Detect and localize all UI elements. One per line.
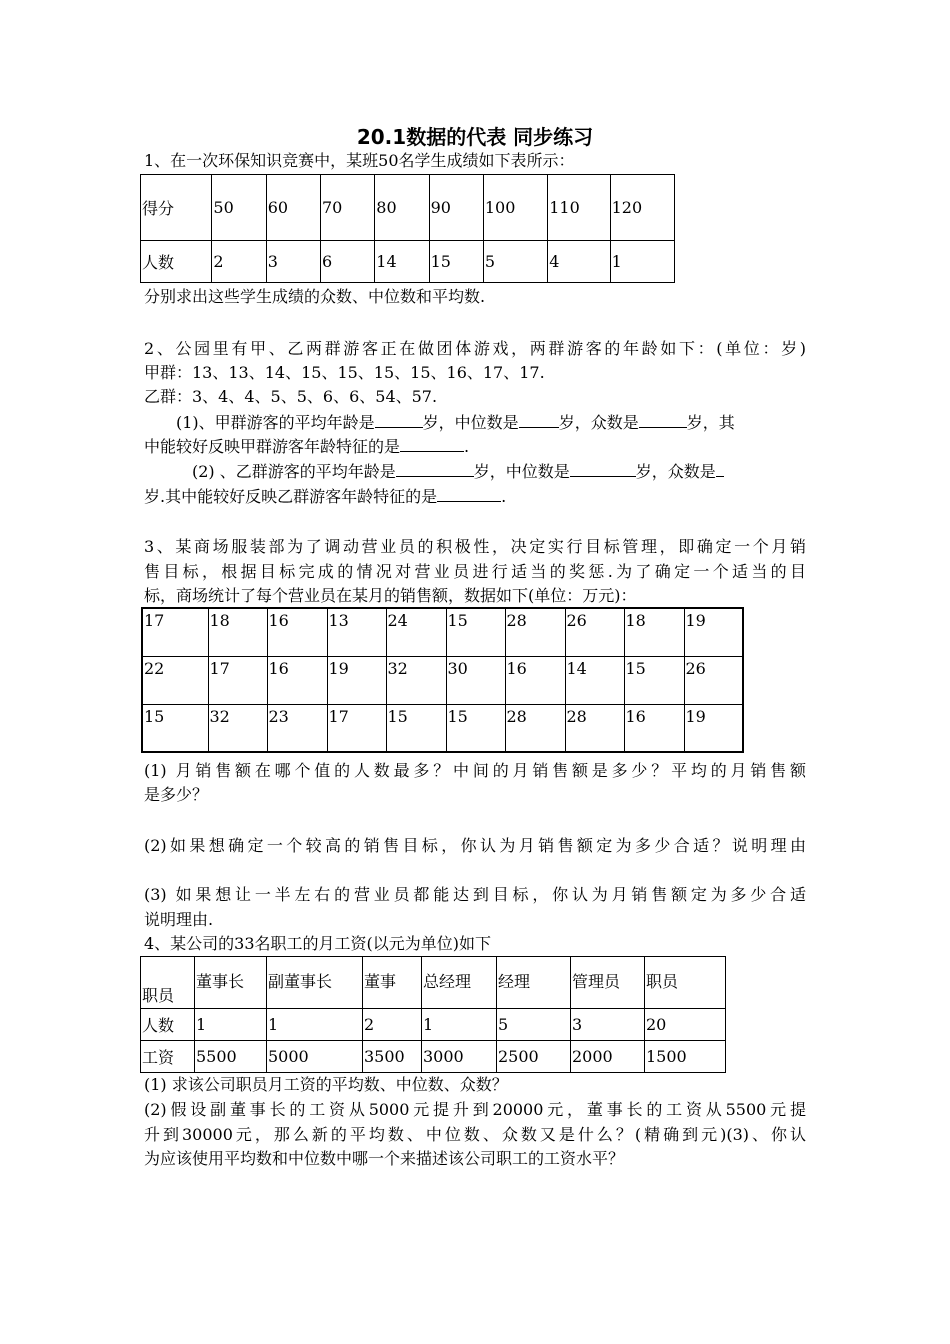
q4-header-row [141,957,726,1009]
table-cell: 1 [610,241,674,283]
q2-part1-line2 [144,435,469,458]
table-cell: 3000 [422,1041,497,1073]
q4-wage-row [141,1041,726,1073]
table-cell: 1500 [645,1041,726,1073]
table-cell: 18 [624,608,684,656]
table-cell: 28 [505,704,565,752]
answer-blank[interactable] [519,411,559,428]
table-cell: 80 [375,175,429,241]
table-header-cell: 职员 [645,957,726,1009]
table-cell: 5500 [195,1041,267,1073]
table-row [142,608,743,656]
table-cell: 2 [212,241,266,283]
table-cell: 70 [320,175,374,241]
q3-line2: 售目标，根据目标完成的情况对营业员进行适当的奖惩.为了确定一个适当的目 [144,562,806,581]
q4-sub2-line1: (2)假设副董事长的工资从5000元提升到20000元，董事长的工资从5500元提 [144,1100,806,1119]
table-cell: 工资 [141,1041,195,1073]
table-cell: 6 [320,241,374,283]
table-cell: 17 [142,608,208,656]
q2-part1-text-a: (1)、甲群游客的平均年龄是 [176,413,375,432]
q2-part2-text-c: 岁，众数是 [635,462,716,481]
table-cell: 19 [684,704,743,752]
table-cell: 120 [610,175,674,241]
answer-blank[interactable] [437,485,501,502]
table-cell: 18 [208,608,267,656]
table-cell: 16 [624,704,684,752]
table-cell: 16 [267,656,327,704]
q2-part1-text-b: 岁，中位数是 [422,413,519,432]
table-cell: 3 [266,241,320,283]
table-header-cell: 职员 [141,957,195,1009]
q4-sub2-line3: 为应该使用平均数和中位数中哪一个来描述该公司职工的工资水平？ [144,1149,625,1168]
q1-intro: 1、在一次环保知识竞赛中，某班50名学生成绩如下表所示： [144,151,575,170]
table-cell: 17 [208,656,267,704]
q2-part2-line1 [192,460,724,483]
table-cell: 15 [142,704,208,752]
table-header-cell: 经理 [497,957,571,1009]
table-cell: 90 [429,175,483,241]
table-cell: 19 [684,608,743,656]
table-cell: 110 [548,175,610,241]
q3-sub3-line2: 说明理由. [144,910,214,929]
q2-intro: 2、公园里有甲、乙两群游客正在做团体游戏，两群游客的年龄如下：(单位：岁) [144,339,806,358]
table-cell: 32 [208,704,267,752]
answer-blank[interactable] [570,460,636,477]
q2-part2-line2 [144,485,506,508]
table-cell: 30 [446,656,505,704]
table-cell: 2 [363,1009,422,1041]
table-cell: 23 [267,704,327,752]
table-cell: 1 [267,1009,363,1041]
table-header-cell: 副董事长 [267,957,363,1009]
table-cell: 19 [327,656,386,704]
table-cell: 26 [565,608,624,656]
table-cell: 16 [505,656,565,704]
table-cell: 28 [505,608,565,656]
table-cell: 20 [645,1009,726,1041]
q2-part2-text-d: 岁.其中能较好反映乙群游客年龄特征的是 [144,487,438,506]
table-cell: 得分 [141,175,212,241]
table-cell: 5 [483,241,547,283]
q1-count-row [141,241,675,283]
table-cell: 14 [375,241,429,283]
q3-line3: 标，商场统计了每个营业员在某月的销售额，数据如下(单位：万元)： [144,586,637,605]
table-cell: 1 [195,1009,267,1041]
table-row [142,704,743,752]
table-cell: 22 [142,656,208,704]
table-cell: 2000 [571,1041,645,1073]
q2-part2-text-e: . [501,487,507,506]
q4-wage-table [140,956,726,1073]
q4-sub1: (1) 求该公司职员月工资的平均数、中位数、众数？ [144,1075,508,1094]
table-cell: 2500 [497,1041,571,1073]
answer-blank[interactable] [396,460,474,477]
table-cell: 1 [422,1009,497,1041]
table-cell: 15 [429,241,483,283]
table-row [142,656,743,704]
table-header-cell: 董事长 [195,957,267,1009]
table-cell: 13 [327,608,386,656]
table-cell: 15 [446,704,505,752]
table-cell: 24 [386,608,446,656]
answer-blank[interactable] [639,411,687,428]
q1-question: 分别求出这些学生成绩的众数、中位数和平均数. [144,287,486,306]
q2-part1-line1 [176,411,735,434]
table-cell: 28 [565,704,624,752]
q2-part2-text-b: 岁，中位数是 [473,462,570,481]
q4-intro: 4、某公司的33名职工的月工资(以元为单位)如下 [144,934,492,953]
answer-blank[interactable] [400,435,464,452]
table-cell: 人数 [141,1009,195,1041]
q1-score-table [140,174,675,283]
answer-blank[interactable] [716,460,724,477]
page-title: 20.1数据的代表 同步练习 [356,125,594,149]
q2-part1-text-d: 岁，其 [686,413,735,432]
table-cell: 15 [624,656,684,704]
table-cell: 32 [386,656,446,704]
q4-sub2-line2: 升到30000元，那么新的平均数、中位数、众数又是什么？(精确到元)(3)、你认 [144,1125,806,1144]
table-cell: 人数 [141,241,212,283]
table-cell: 14 [565,656,624,704]
q3-sales-table [141,607,744,753]
table-cell: 50 [212,175,266,241]
table-cell: 60 [266,175,320,241]
q2-group-b: 乙群：3、4、4、5、5、6、6、54、57. [144,387,438,406]
table-cell: 17 [327,704,386,752]
table-cell: 26 [684,656,743,704]
table-cell: 5 [497,1009,571,1041]
table-cell: 3500 [363,1041,422,1073]
table-header-cell: 董事 [363,957,422,1009]
q3-sub1-line2: 是多少？ [144,785,209,804]
q2-part2-text-a: (2) 、乙群游客的平均年龄是 [192,462,396,481]
table-cell: 15 [446,608,505,656]
table-cell: 4 [548,241,610,283]
table-cell: 15 [386,704,446,752]
table-cell: 16 [267,608,327,656]
q1-score-row [141,175,675,241]
q3-sub1-line1: (1) 月销售额在哪个值的人数最多？中间的月销售额是多少？平均的月销售额 [144,761,806,780]
q3-sub2: (2)如果想确定一个较高的销售目标，你认为月销售额定为多少合适？说明理由 [144,836,806,855]
answer-blank[interactable] [375,411,423,428]
table-cell: 5000 [267,1041,363,1073]
q3-sub3-line1: (3) 如果想让一半左右的营业员都能达到目标，你认为月销售额定为多少合适 [144,885,806,904]
q2-part1-text-f: . [464,437,470,456]
table-cell: 3 [571,1009,645,1041]
q3-line1: 3、某商场服装部为了调动营业员的积极性，决定实行目标管理，即确定一个月销 [144,537,806,556]
table-header-cell: 管理员 [571,957,645,1009]
table-header-cell: 总经理 [422,957,497,1009]
q2-part1-text-c: 岁，众数是 [558,413,639,432]
q2-group-a: 甲群：13、13、14、15、15、15、15、16、17、17. [144,363,545,382]
table-cell: 100 [483,175,547,241]
q2-part1-text-e: 中能较好反映甲群游客年龄特征的是 [144,437,401,456]
q4-count-row [141,1009,726,1041]
